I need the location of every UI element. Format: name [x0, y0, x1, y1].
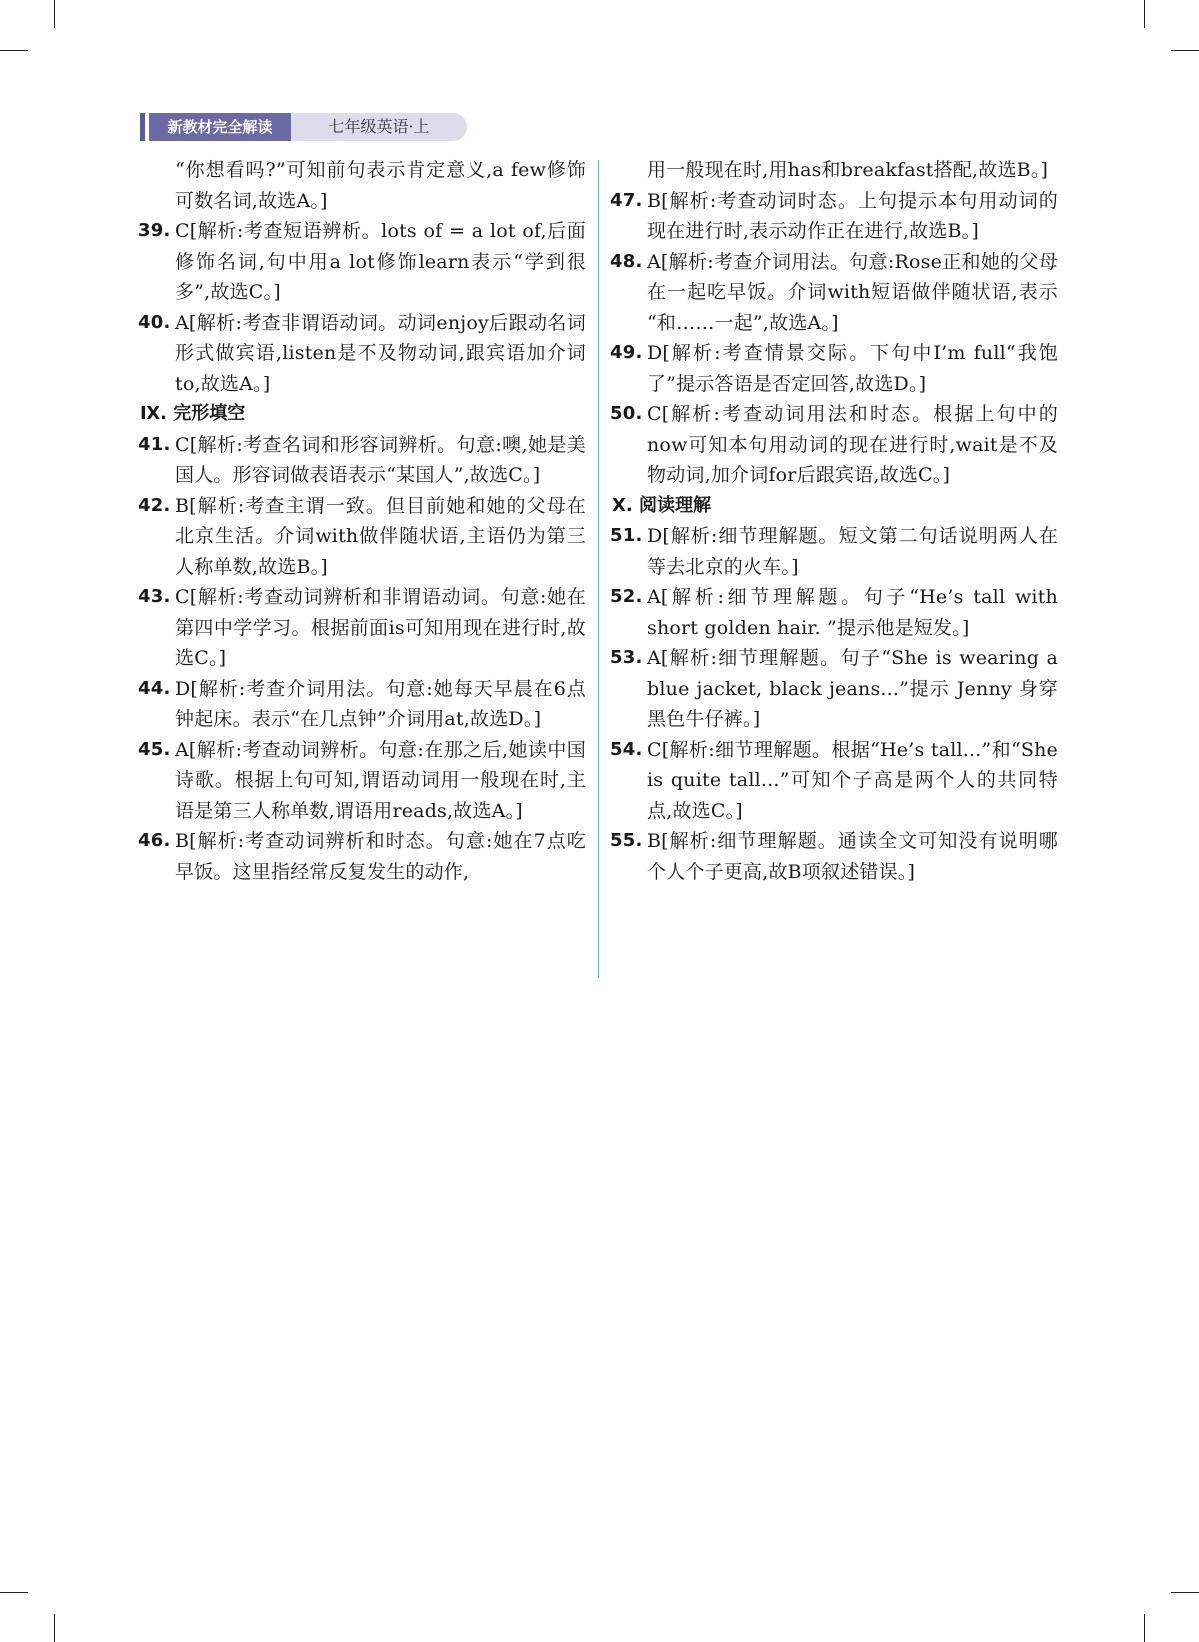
answer-item [610, 735, 1058, 827]
item-text: C[解析:考查短语辨析。lots of = a lot of,后面修饰名词,句中用a lot修饰learn表示“学到很多”,故选C。] [175, 220, 586, 303]
section-heading: Ⅹ. 阅读理解 [612, 494, 711, 516]
item-text: A[解析:细节理解题。句子“She is wearing a blue jacket, black jeans...”提示 Jenny 身穿黑色牛仔裤。] [647, 647, 1058, 730]
answer-item [138, 308, 586, 400]
item-text: B[解析:考查动词时态。上句提示本句用动词的现在进行时,表示动作正在进行,故选B。] [647, 189, 1058, 242]
answer-item [138, 735, 586, 827]
answer-item [610, 399, 1058, 491]
item-text: D[解析:考查情景交际。下句中I’m full“我饱了”提示答语是否定回答,故选D。] [647, 342, 1058, 395]
continued-text: “你想看吗?”可知前句表示肯定意义,a few修饰可数名词,故选A。] [175, 159, 586, 212]
item-text: A[解析:细节理解题。句子“He’s tall with short golden hair. ”提示他是短发。] [647, 586, 1058, 639]
item-number: 44. [138, 677, 171, 699]
item-text: B[解析:细节理解题。通读全文可知没有说明哪个人个子更高,故B项叙述错误。] [647, 830, 1058, 883]
answer-item [610, 186, 1058, 247]
item-number: 39. [138, 220, 171, 241]
item-number: 49. [610, 342, 643, 363]
answer-item [610, 582, 1058, 643]
header-brand: 新教材完全解读 [149, 113, 291, 141]
running-header [140, 113, 480, 141]
item-number: 52. [610, 586, 643, 607]
answer-item [610, 247, 1058, 339]
answer-item [138, 674, 586, 735]
crop-mark [54, 1614, 55, 1642]
item-number: 54. [610, 738, 643, 760]
crop-mark [1171, 50, 1199, 51]
section-heading: Ⅸ. 完形填空 [140, 403, 246, 424]
item-number: 51. [610, 525, 643, 546]
answer-item [138, 826, 586, 887]
right-column [610, 155, 1058, 887]
answer-item [610, 521, 1058, 582]
crop-mark [1144, 0, 1145, 28]
item-text: C[解析:考查动词辨析和非谓语动词。句意:她在第四中学学习。根据前面is可知用现在进行时,故选C。] [175, 586, 586, 669]
item-number: 46. [138, 830, 171, 851]
item-number: 41. [138, 433, 171, 455]
item-text: C[解析:考查名词和形容词辨析。句意:噢,她是美国人。形容词做表语表示“某国人”,故选C。] [175, 433, 586, 486]
answer-item [138, 430, 586, 491]
column-divider [598, 160, 599, 978]
crop-mark [54, 0, 55, 28]
crop-mark [0, 1592, 28, 1593]
item-number: 53. [610, 647, 643, 668]
item-number: 55. [610, 830, 643, 851]
item-number: 43. [138, 586, 171, 607]
item-number: 42. [138, 494, 171, 516]
item-text: B[解析:考查动词辨析和时态。句意:她在7点吃早饭。这里指经常反复发生的动作, [175, 830, 586, 883]
item-number: 47. [610, 189, 643, 211]
item-text: D[解析:考查介词用法。句意:她每天早晨在6点钟起床。表示“在几点钟”介词用at,故选D。] [175, 677, 586, 730]
continued-text: 用一般现在时,用has和breakfast搭配,故选B。] [647, 159, 1049, 181]
item-number: 40. [138, 311, 171, 333]
header-book-title: 七年级英语·上 [291, 113, 467, 141]
item-text: A[解析:考查动词辨析。句意:在那之后,她读中国诗歌。根据上句可知,谓语动词用一般现在时,主语是第三人称单数,谓语用reads,故选A。] [175, 738, 586, 822]
left-column [138, 155, 586, 887]
item-text: D[解析:细节理解题。短文第二句话说明两人在等去北京的火车。] [647, 525, 1058, 578]
item-text: A[解析:考查非谓语动词。动词enjoy后跟动名词形式做宾语,listen是不及物动词,跟宾语加介词to,故选A。] [175, 311, 586, 395]
answer-item [138, 582, 586, 674]
answer-item [138, 216, 586, 308]
header-accent-bar [140, 113, 145, 141]
answer-item [610, 643, 1058, 735]
item-text: B[解析:考查主谓一致。但目前她和她的父母在北京生活。介词with做伴随状语,主语仍为第三人称单数,故选B。] [175, 494, 586, 578]
item-text: C[解析:细节理解题。根据“He’s tall...”和“She is quite tall...”可知个子高是两个人的共同特点,故选C。] [647, 738, 1058, 822]
crop-mark [1144, 1614, 1145, 1642]
item-number: 48. [610, 250, 643, 272]
crop-mark [1171, 1592, 1199, 1593]
answer-item [138, 491, 586, 583]
item-number: 50. [610, 403, 643, 424]
answer-item [610, 338, 1058, 399]
item-text: A[解析:考查介词用法。句意:Rose正和她的父母在一起吃早饭。介词with短语做伴随状语,表示 “和……一起”,故选A。] [647, 250, 1058, 334]
crop-mark [0, 50, 28, 51]
item-text: C[解析:考查动词用法和时态。根据上句中的now可知本句用动词的现在进行时,wait是不及物动词,加介词for后跟宾语,故选C。] [647, 403, 1058, 486]
item-number: 45. [138, 738, 171, 760]
answer-item [610, 826, 1058, 887]
